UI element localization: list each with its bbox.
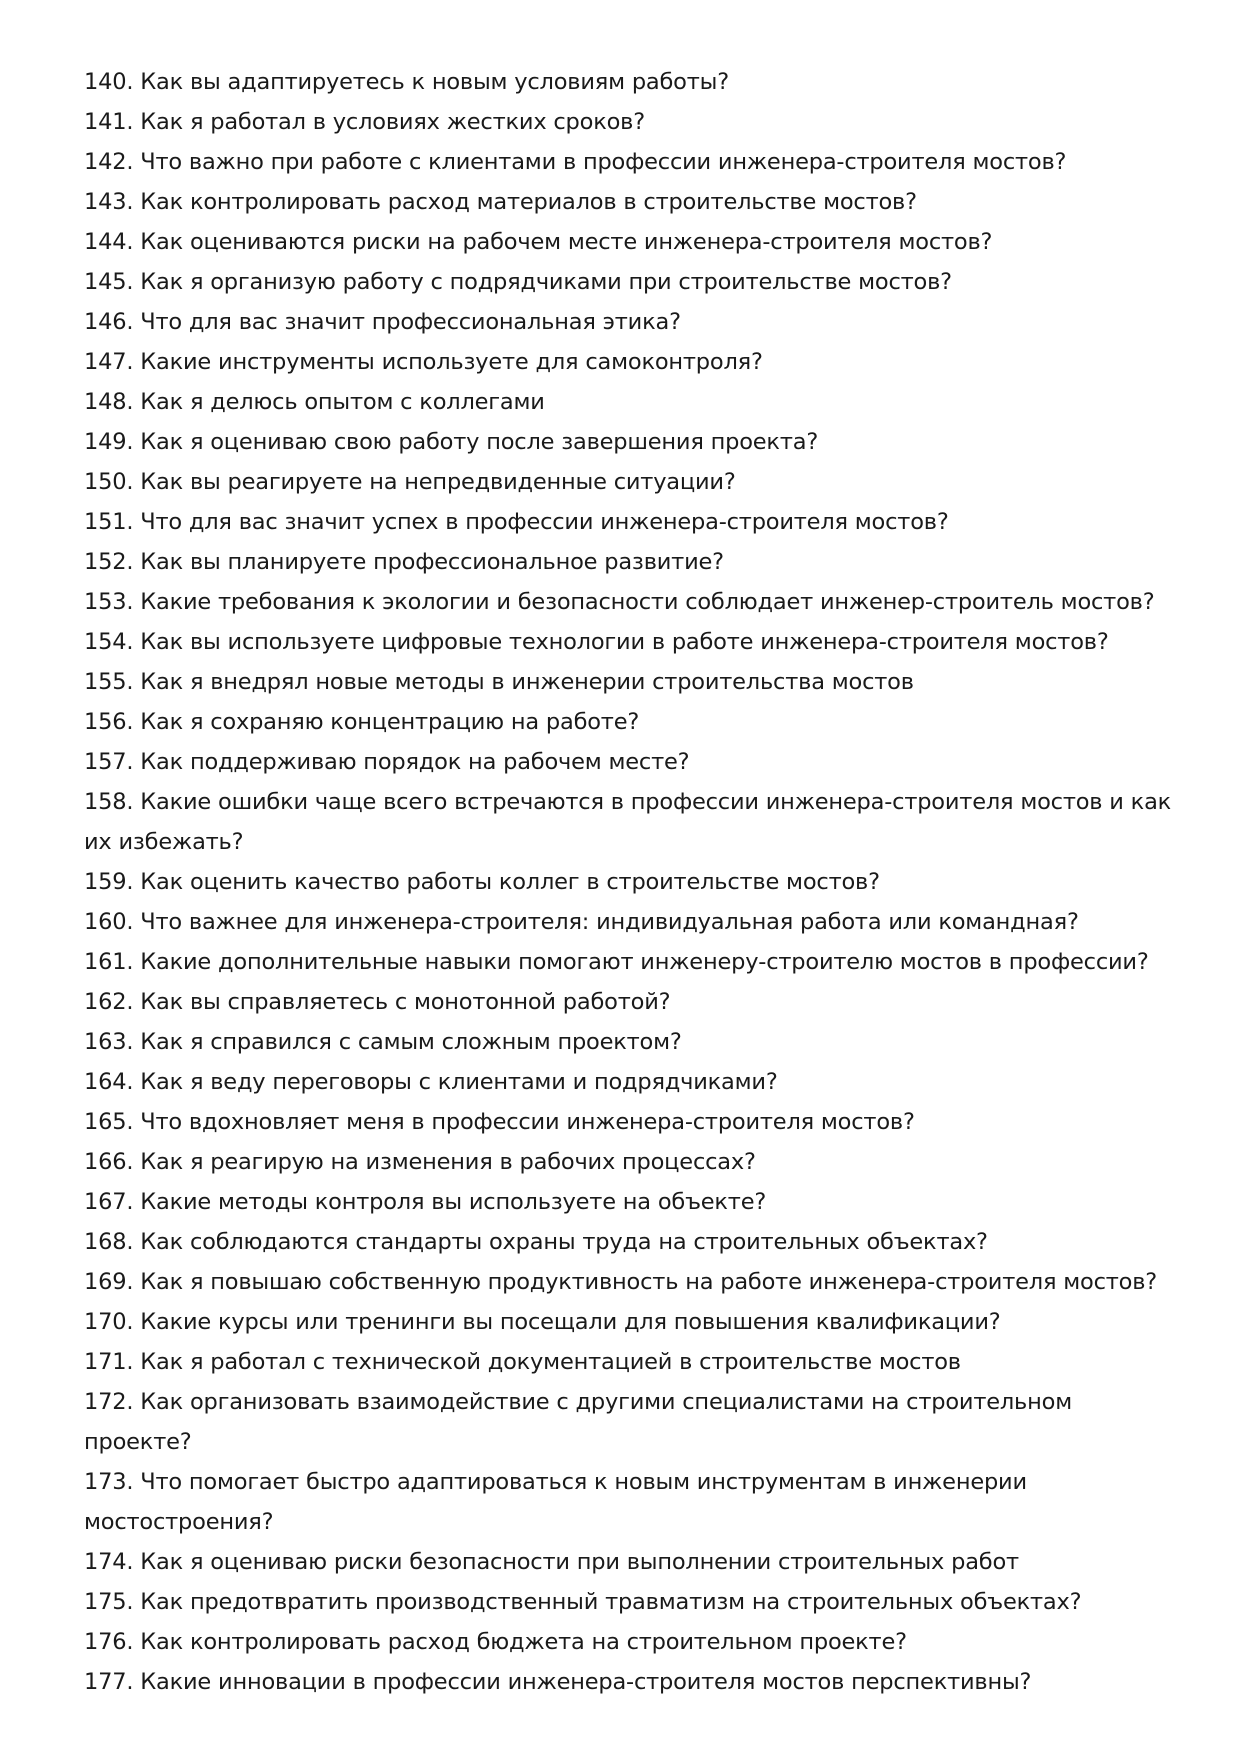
question-list <box>84 62 1174 1702</box>
question-150: 150. Как вы реагируете на непредвиденные ситуации? <box>84 469 736 495</box>
question-160: 160. Что важнее для инженера-строителя: индивидуальная работа или командная? <box>84 909 1079 935</box>
question-154: 154. Как вы используете цифровые технологии в работе инженера-строителя мостов? <box>84 629 1109 655</box>
question-153: 153. Какие требования к экологии и безопасности соблюдает инженер-строитель мостов? <box>84 589 1155 615</box>
question-147: 147. Какие инструменты используете для самоконтроля? <box>84 349 763 375</box>
question-155: 155. Как я внедрял новые методы в инженерии строительства мостов <box>84 669 914 695</box>
question-168: 168. Как соблюдаются стандарты охраны труда на строительных объектах? <box>84 1229 988 1255</box>
question-162: 162. Как вы справляетесь с монотонной работой? <box>84 989 671 1015</box>
question-151: 151. Что для вас значит успех в профессии инженера-строителя мостов? <box>84 509 949 535</box>
question-152: 152. Как вы планируете профессиональное развитие? <box>84 549 724 575</box>
question-163: 163. Как я справился с самым сложным проектом? <box>84 1029 682 1055</box>
question-159: 159. Как оценить качество работы коллег в строительстве мостов? <box>84 869 880 895</box>
question-166: 166. Как я реагирую на изменения в рабочих процессах? <box>84 1149 756 1175</box>
question-145: 145. Как я организую работу с подрядчиками при строительстве мостов? <box>84 269 952 295</box>
question-171: 171. Как я работал с технической документацией в строительстве мостов <box>84 1349 961 1375</box>
question-146: 146. Что для вас значит профессиональная этика? <box>84 309 681 335</box>
question-169: 169. Как я повышаю собственную продуктивность на работе инженера-строителя мостов? <box>84 1269 1158 1295</box>
question-141: 141. Как я работал в условиях жестких сроков? <box>84 109 645 135</box>
question-142: 142. Что важно при работе с клиентами в профессии инженера-строителя мостов? <box>84 149 1067 175</box>
question-172: 172. Как организовать взаимодействие с другими специалистами на строительном проекте? <box>84 1389 1072 1455</box>
question-173: 173. Что помогает быстро адаптироваться к новым инструментам в инженерии мостостроения? <box>84 1469 1027 1535</box>
question-143: 143. Как контролировать расход материалов в строительстве мостов? <box>84 189 917 215</box>
question-174: 174. Как я оцениваю риски безопасности при выполнении строительных работ <box>84 1549 1019 1575</box>
question-149: 149. Как я оцениваю свою работу после завершения проекта? <box>84 429 819 455</box>
question-148: 148. Как я делюсь опытом с коллегами <box>84 389 545 415</box>
question-156: 156. Как я сохраняю концентрацию на работе? <box>84 709 640 735</box>
question-157: 157. Как поддерживаю порядок на рабочем месте? <box>84 749 690 775</box>
question-167: 167. Какие методы контроля вы используете на объекте? <box>84 1189 767 1215</box>
question-176: 176. Как контролировать расход бюджета на строительном проекте? <box>84 1629 907 1655</box>
question-140: 140. Как вы адаптируетесь к новым условиям работы? <box>84 69 729 95</box>
question-165: 165. Что вдохновляет меня в профессии инженера-строителя мостов? <box>84 1109 915 1135</box>
question-164: 164. Как я веду переговоры с клиентами и подрядчиками? <box>84 1069 778 1095</box>
question-177: 177. Какие инновации в профессии инженера-строителя мостов перспективны? <box>84 1669 1032 1695</box>
question-161: 161. Какие дополнительные навыки помогают инженеру-строителю мостов в профессии? <box>84 949 1149 975</box>
question-170: 170. Какие курсы или тренинги вы посещали для повышения квалификации? <box>84 1309 1001 1335</box>
question-175: 175. Как предотвратить производственный травматизм на строительных объектах? <box>84 1589 1082 1615</box>
question-144: 144. Как оцениваются риски на рабочем месте инженера-строителя мостов? <box>84 229 993 255</box>
question-158: 158. Какие ошибки чаще всего встречаются в профессии инженера-строителя мостов и как их избежать? <box>84 789 1172 855</box>
